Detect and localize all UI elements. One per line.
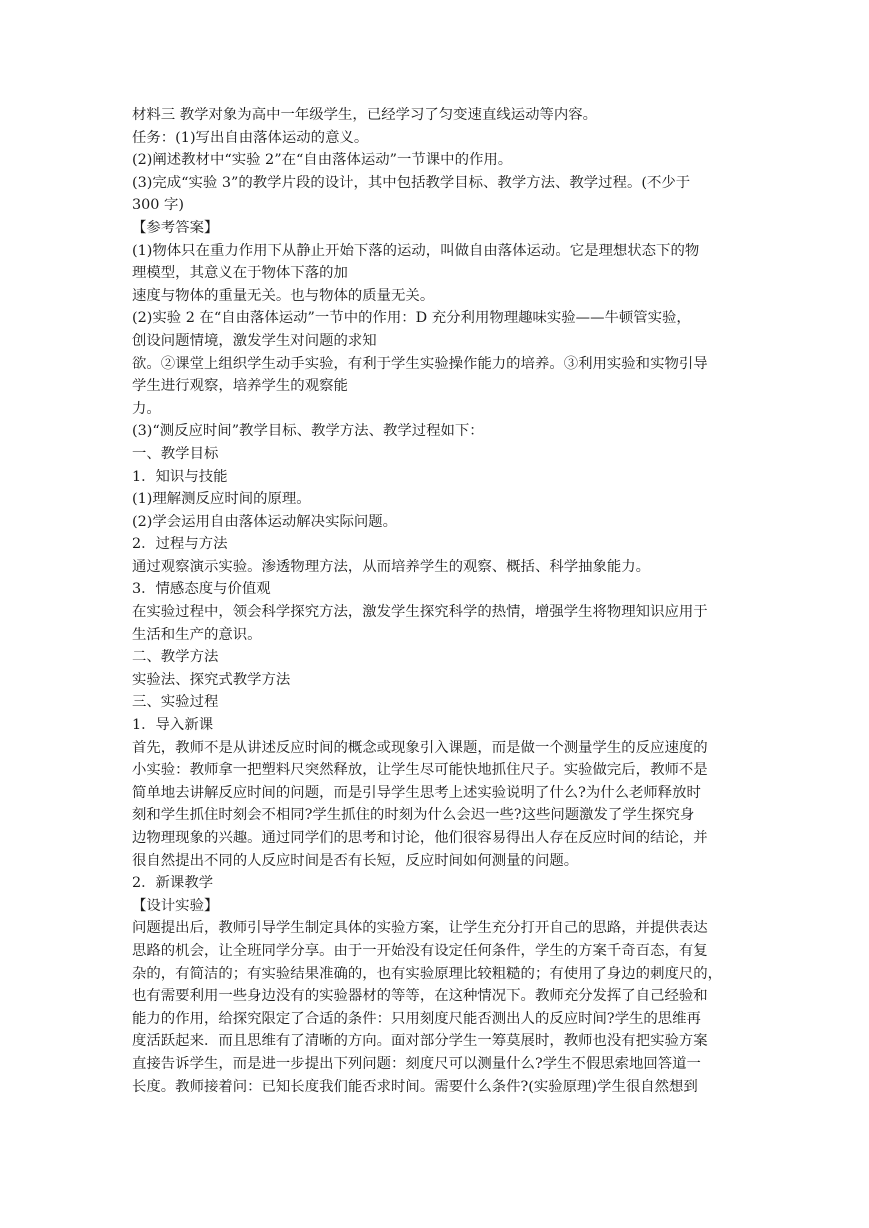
- text-line: (3)完成“实验 3”的教学片段的设计，其中包括教学目标、教学方法、教学过程。(不少于: [132, 174, 691, 191]
- text-line: 也有需要利用一些身边没有的实验器材的等等，在这种情况下。教师充分发挥了自己经验和: [132, 988, 708, 1005]
- text-line: (1)物体只在重力作用下从静止开始下落的运动，叫做自由落体运动。它是理想状态下的物: [132, 242, 700, 259]
- text-line: 刻和学生抓住时刻会不相同?学生抓住的时刻为什么会迟一些?这些问题激发了学生探究身: [132, 807, 695, 824]
- text-line: 实验法、探究式教学方法: [132, 671, 291, 688]
- text-line: 一、教学目标: [132, 445, 219, 462]
- text-line: 直接告诉学生，而是进一步提出下列问题：刻度尺可以测量什么?学生不假思索地回答道一: [132, 1055, 701, 1072]
- text-line: 能力的作用，给探究限定了合适的条件：只用刻度尺能否测出人的反应时间?学生的思维再: [132, 1010, 701, 1027]
- text-line: (2)学会运用自由落体运动解决实际问题。: [132, 513, 398, 530]
- text-line: 通过观察演示实验。渗透物理方法，从而培养学生的观察、概括、科学抽象能力。: [132, 558, 651, 575]
- text-line: 【设计实验】: [132, 897, 219, 914]
- text-line: 度活跃起来．而且思维有了清晰的方向。面对部分学生一筹莫展时，教师也没有把实验方案: [132, 1033, 708, 1050]
- text-line: 欲。②课堂上组织学生动手实验，有利于学生实验操作能力的培养。③利用实验和实物引导: [132, 355, 708, 372]
- text-line: 在实验过程中，领会科学探究方法，激发学生探究科学的热情，增强学生将物理知识应用于: [132, 604, 708, 621]
- text-line: 问题提出后，教师引导学生制定具体的实验方案，让学生充分打开自己的思路，并提供表达: [132, 920, 708, 937]
- text-line: 材料三 教学对象为高中一年级学生，已经学习了匀变速直线运动等内容。: [132, 107, 598, 123]
- text-line: 创设问题情境，激发学生对问题的求知: [132, 332, 377, 349]
- text-line: 长度。教师接着问：已知长度我们能否求时间。需要什么条件?(实验原理)学生很自然想到: [132, 1078, 698, 1095]
- text-line: 力。: [132, 400, 161, 417]
- text-line: 很自然提出不同的人反应时间是否有长短，反应时间如何测量的问题。: [132, 852, 579, 869]
- text-line: (2)实验 2 在“自由落体运动”一节中的作用：D 充分利用物理趣味实验——牛顿管实验，: [132, 310, 691, 327]
- text-line: 1．导入新课: [132, 717, 214, 734]
- text-line: (1)理解测反应时间的原理。: [132, 491, 311, 508]
- text-line: 速度与物体的重量无关。也与物体的质量无关。: [132, 287, 435, 304]
- text-line: 理模型，其意义在于物体下落的加: [132, 265, 348, 282]
- text-line: 思路的机会，让全班同学分享。由于一开始没有设定任何条件，学生的方案千奇百态，有复: [132, 942, 708, 959]
- document-body: [132, 104, 738, 1098]
- text-line: 【参考答案】: [132, 219, 219, 236]
- text-line: 任务：(1)写出自由落体运动的意义。: [132, 129, 369, 146]
- text-line: 学生进行观察，培养学生的观察能: [132, 378, 348, 395]
- text-line: 300 字): [132, 197, 185, 214]
- text-line: 2．新课教学: [132, 875, 214, 892]
- text-line: (3)“测反应时间”教学目标、教学方法、教学过程如下：: [132, 423, 484, 440]
- text-line: (2)阐述教材中“实验 2”在“自由落体运动”一节课中的作用。: [132, 152, 513, 169]
- text-line: 杂的，有简洁的；有实验结果准确的，也有实验原理比较粗糙的；有使用了身边的刺度尺的，: [132, 965, 723, 982]
- text-line: 3．情感态度与价值观: [132, 581, 271, 598]
- text-line: 边物理现象的兴趣。通过同学们的思考和讨论，他们很容易得出人存在反应时间的结论，并: [132, 830, 708, 846]
- text-line: 生活和生产的意识。: [132, 626, 262, 643]
- text-line: 小实验：教师拿一把塑料尺突然释放，让学生尽可能快地抓住尺子。实验做完后，教师不是: [132, 762, 708, 779]
- text-line: 1．知识与技能: [132, 468, 228, 485]
- text-line: 二、教学方法: [132, 649, 219, 666]
- text-line: 简单地去讲解反应时间的问题，而是引导学生思考上述实验说明了什么?为什么老师释放时: [132, 784, 701, 801]
- text-line: 首先，教师不是从讲述反应时间的概念或现象引入课题，而是做一个测量学生的反应速度的: [132, 739, 708, 756]
- text-line: 三、实验过程: [132, 694, 219, 711]
- text-line: 2．过程与方法: [132, 536, 228, 553]
